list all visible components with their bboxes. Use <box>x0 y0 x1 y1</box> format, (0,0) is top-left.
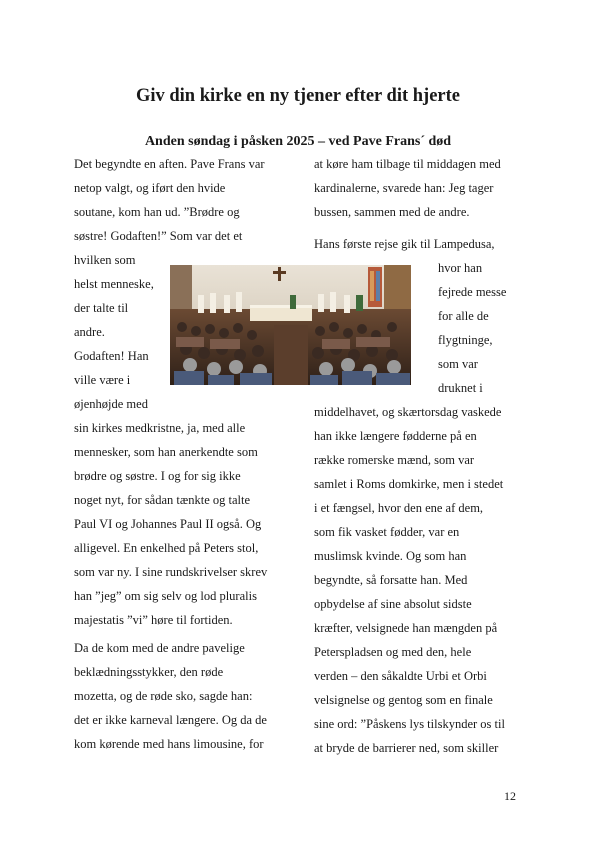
text-line: andre. <box>74 325 105 339</box>
text-line: majestatis ”vi” høre til fortiden. <box>74 613 233 627</box>
text-line: bussen, sammen med de andre. <box>314 205 470 219</box>
text-line: mozetta, og de røde sko, sagde han: <box>74 689 253 703</box>
text-line: Paul VI og Johannes Paul II også. Og <box>74 517 262 531</box>
text-line: øjenhøjde med <box>74 397 148 411</box>
text-line: alligevel. En enkelhed på Peters stol, <box>74 541 259 555</box>
text-line: at køre ham tilbage til middagen med <box>314 157 501 171</box>
text-line: opbydelse af sine absolut sidste <box>314 597 472 611</box>
text-line: kræfter, velsignede han mængden på <box>314 621 498 635</box>
text-line: beklædningsstykker, den røde <box>74 665 224 679</box>
text-line: druknet i <box>438 381 483 395</box>
text-line: kom kørende med hans limousine, for <box>74 737 264 751</box>
text-line: hvilken som <box>74 253 136 267</box>
text-line: Det begyndte en aften. Pave Frans var <box>74 157 265 171</box>
text-line: det er ikke karneval længere. Og da de <box>74 713 267 727</box>
text-line: som var <box>438 357 478 371</box>
page-number: 12 <box>504 789 516 803</box>
text-line: ville være i <box>74 373 131 387</box>
text-line: noget nyt, for sådan tænkte og talte <box>74 493 251 507</box>
text-line: begyndte, så forsatte han. Med <box>314 573 468 587</box>
article-subtitle: Anden søndag i påsken 2025 – ved Pave Frans´ død <box>144 134 452 149</box>
text-line: muslimsk kvinde. Og som han <box>314 549 467 563</box>
text-line: som var ny. I sine rundskrivelser skrev <box>74 565 268 579</box>
text-line: række romerske mænd, som var <box>314 453 475 467</box>
text-line: brødre og søstre. I og for sig ikke <box>74 469 241 483</box>
text-line: i et fængsel, hvor den ene af dem, <box>314 501 484 515</box>
text-line: Godaften! Han <box>74 349 149 363</box>
text-line: der talte til <box>74 301 129 315</box>
text-line: soutane, kom han ud. ”Brødre og <box>74 205 240 219</box>
page-title: Giv din kirke en ny tjener efter dit hjerte <box>135 86 461 106</box>
text-line: for alle de <box>438 309 489 323</box>
text-line: verden – den såkaldte Urbi et Orbi <box>314 669 487 683</box>
text-line: Hans første rejse gik til Lampedusa, <box>314 237 495 251</box>
text-line: sin kirkes medkristne, ja, med alle <box>74 421 246 435</box>
text-line: som fik vasket fødder, var en <box>314 525 460 539</box>
text-line: han ”jeg” om sig selv og lod pluralis <box>74 589 257 603</box>
text-line: netop valgt, og iført den hvide <box>74 181 226 195</box>
text-line: flygtninge, <box>438 333 493 347</box>
church-mass-photo <box>170 265 411 385</box>
text-line: Da de kom med de andre pavelige <box>74 641 245 655</box>
text-line: Peterspladsen og med den, hele <box>314 645 472 659</box>
text-line: søstre! Godaften!” Som var det et <box>74 229 243 243</box>
text-line: hvor han <box>438 261 483 275</box>
text-line: helst menneske, <box>74 277 154 291</box>
text-line: mennesker, som han anerkendte som <box>74 445 258 459</box>
text-line: fejrede messe <box>438 285 507 299</box>
text-line: velsignelse og gentog som en finale <box>314 693 493 707</box>
text-line: at bryde de barrierer ned, som skiller <box>314 741 499 755</box>
text-line: han ikke længere fødderne på en <box>314 429 477 443</box>
text-line: sine ord: ”Påskens lys tilskynder os til <box>314 717 505 731</box>
text-line: kardinalerne, svarede han: Jeg tager <box>314 181 494 195</box>
text-line: samlet i Roms domkirke, men i stedet <box>314 477 504 491</box>
text-line: middelhavet, og skærtorsdag vaskede <box>314 405 502 419</box>
